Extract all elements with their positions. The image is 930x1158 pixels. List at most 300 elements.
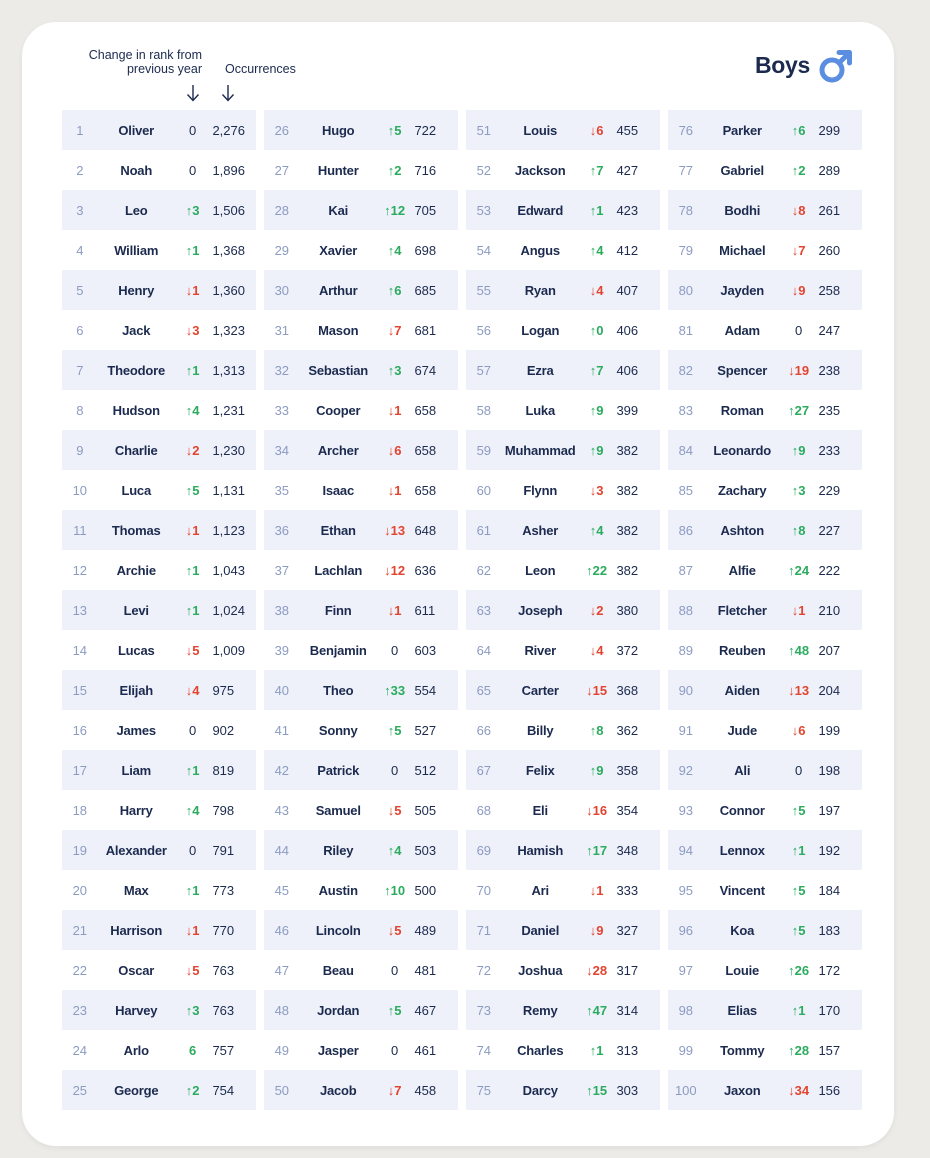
rank-number: 60 [476,482,492,498]
table-row [62,430,256,470]
rank-number: 25 [72,1082,88,1098]
rank-number: 70 [476,882,492,898]
rank-number: 27 [274,162,290,178]
rank-change: ↑3 [791,482,806,498]
table-row [264,910,458,950]
baby-name: Hudson [112,402,160,418]
rank-change: ↓4 [589,642,604,658]
rank-change: ↓1 [185,282,200,298]
rank-number: 98 [678,1002,694,1018]
occurrences-count: 2,276 [212,122,245,138]
rank-number: 85 [678,482,694,498]
table-row [668,870,862,910]
rank-change: ↑5 [387,122,402,138]
table-row [62,110,256,150]
arrow-down-icon [186,84,200,102]
rank-number: 92 [678,762,694,778]
table-row [466,390,660,430]
table-row [668,150,862,190]
table-row [62,550,256,590]
rank-number: 88 [678,602,694,618]
rank-number: 51 [476,122,492,138]
occurrences-count: 380 [616,602,639,618]
rank-number: 55 [476,282,492,298]
baby-name: Leo [124,202,148,218]
baby-name: Reuben [718,642,766,658]
rank-change: ↓6 [791,722,806,738]
occurrences-count: 603 [414,642,437,658]
table-row [466,150,660,190]
table-row [62,670,256,710]
header [22,22,894,112]
rank-change: ↑4 [387,242,402,258]
baby-name: Ryan [524,282,556,298]
baby-name: Noah [120,162,153,178]
rank-change: ↓5 [185,962,200,978]
baby-name: Michael [719,242,766,258]
baby-name: Leonardo [713,442,772,458]
occurrences-count: 333 [616,882,639,898]
occurrences-count: 229 [818,482,841,498]
baby-name: Bodhi [724,202,761,218]
rank-change: ↑5 [185,482,200,498]
rank-number: 17 [72,762,88,778]
rank-change: ↑8 [589,722,604,738]
rank-change: ↓13 [384,522,406,538]
rank-change: ↓15 [586,682,608,698]
table-row [264,870,458,910]
rank-number: 76 [678,122,694,138]
table-row [264,710,458,750]
baby-name: Kai [328,202,349,218]
rank-number: 99 [678,1042,694,1058]
occurrences-count: 427 [616,162,639,178]
occurrences-count: 317 [616,962,639,978]
baby-name: Lennox [719,842,765,858]
occurrences-count: 233 [818,442,841,458]
occurrences-count: 1,896 [212,162,245,178]
rank-number: 80 [678,282,694,298]
occurrences-count: 183 [818,922,841,938]
rank-number: 66 [476,722,492,738]
table-row [668,830,862,870]
rank-number: 26 [274,122,290,138]
occurrences-count: 156 [818,1082,841,1098]
rank-change: ↑7 [589,162,604,178]
rank-change: 0 [795,322,803,338]
table-row [466,750,660,790]
rank-number: 34 [274,442,290,458]
rank-number: 82 [678,362,694,378]
occurrences-count: 348 [616,842,639,858]
rank-change: ↓12 [384,562,406,578]
rank-change: ↑5 [387,1002,402,1018]
rank-number: 78 [678,202,694,218]
rank-number: 84 [678,442,694,458]
baby-name: Hugo [322,122,355,138]
rank-change: ↑1 [791,842,806,858]
rank-number: 75 [476,1082,492,1098]
occurrences-count: 754 [212,1082,235,1098]
table-row [62,710,256,750]
occurrences-count: 763 [212,1002,235,1018]
rank-number: 68 [476,802,492,818]
occurrences-count: 1,323 [212,322,245,338]
table-row [466,110,660,150]
baby-name: Gabriel [720,162,764,178]
baby-name: Arlo [123,1042,149,1058]
occurrences-count: 1,360 [212,282,245,298]
rank-change: ↑6 [791,122,806,138]
rank-number: 11 [73,522,87,538]
table-row [668,550,862,590]
rank-number: 72 [476,962,492,978]
occurrences-count: 975 [212,682,235,698]
rank-number: 77 [678,162,694,178]
occurrences-count: 512 [414,762,437,778]
rank-number: 8 [76,402,84,418]
table-row [264,990,458,1030]
rank-change: ↓2 [589,602,604,618]
rank-change: ↓1 [185,522,200,538]
occurrences-count: 455 [616,122,639,138]
rank-number: 22 [72,962,88,978]
occurrences-count: 819 [212,762,235,778]
rank-change: ↑6 [387,282,402,298]
baby-name: Benjamin [309,642,367,658]
table-row [466,870,660,910]
baby-name: Luca [121,482,151,498]
rank-number: 79 [678,242,694,258]
rank-change: ↓4 [185,682,200,698]
rank-change: ↑1 [589,1042,604,1058]
rank-number: 15 [72,682,88,698]
rank-change: ↑4 [185,802,200,818]
occurrences-count: 648 [414,522,437,538]
baby-name: Liam [121,762,151,778]
occurrences-count: 289 [818,162,841,178]
baby-name: Lucas [117,642,155,658]
rank-change: ↑1 [589,202,604,218]
table-row [62,390,256,430]
rank-change: ↑1 [185,242,200,258]
rank-number: 13 [72,602,88,618]
rank-change: ↑9 [589,442,604,458]
rank-number: 49 [274,1042,290,1058]
rank-number: 86 [678,522,694,538]
occurrences-count: 636 [414,562,437,578]
baby-name: Ezra [526,362,554,378]
table-row [264,950,458,990]
table-row [466,910,660,950]
occurrences-count: 412 [616,242,639,258]
rank-number: 91 [678,722,694,738]
baby-name: Louie [725,962,760,978]
rank-number: 35 [274,482,290,498]
rank-change: ↓5 [387,802,402,818]
table-row [668,230,862,270]
rank-change: ↑2 [185,1082,200,1098]
table-row [62,990,256,1030]
rank-number: 9 [76,442,84,458]
rank-number: 24 [72,1042,88,1058]
table-row [466,1030,660,1070]
baby-name: Charles [517,1042,564,1058]
table-row [264,470,458,510]
occurrences-count: 362 [616,722,639,738]
occurrences-count: 261 [818,202,841,218]
rank-change: ↓5 [185,642,200,658]
rank-number: 33 [274,402,290,418]
occurrences-count: 314 [616,1002,639,1018]
table-row [668,1030,862,1070]
rank-number: 56 [476,322,492,338]
occurrences-count: 406 [616,322,639,338]
baby-name: Samuel [315,802,361,818]
rank-change: ↑1 [185,882,200,898]
rank-change: ↑3 [387,362,402,378]
baby-name: Billy [526,722,554,738]
rank-change: ↓6 [387,442,402,458]
table-row [466,670,660,710]
baby-name: Archer [317,442,359,458]
baby-name: Archie [116,562,156,578]
baby-name: Ashton [720,522,765,538]
rank-number: 93 [678,802,694,818]
rank-change: ↑5 [791,802,806,818]
rank-change: ↑3 [185,202,200,218]
occurrences-count: 260 [818,242,841,258]
rank-number: 61 [476,522,492,538]
baby-name: Max [123,882,149,898]
rank-change: ↓9 [791,282,806,298]
occurrences-count: 716 [414,162,437,178]
occurrences-count: 399 [616,402,639,418]
rank-number: 39 [274,642,290,658]
occurrences-count: 327 [616,922,639,938]
rank-change: ↑28 [788,1042,810,1058]
rank-number: 62 [476,562,492,578]
baby-name: Darcy [522,1082,558,1098]
rank-change: ↑9 [589,762,604,778]
table-row [264,830,458,870]
rank-change: ↑4 [589,242,604,258]
occurrences-count: 247 [818,322,841,338]
rank-change: ↑48 [788,642,810,658]
occurrences-count: 313 [616,1042,639,1058]
rank-number: 42 [274,762,290,778]
table-row [668,790,862,830]
rank-number: 7 [76,362,84,378]
occurrences-count: 722 [414,122,437,138]
table-row [466,990,660,1030]
rank-number: 21 [72,922,88,938]
occurrences-count: 199 [818,722,841,738]
rank-number: 40 [274,682,290,698]
baby-name: Elijah [119,682,153,698]
rank-change: ↑2 [387,162,402,178]
occurrences-count: 382 [616,482,639,498]
rank-number: 97 [678,962,694,978]
occurrences-count: 368 [616,682,639,698]
baby-name: Parker [722,122,762,138]
rank-number: 5 [76,282,84,298]
occurrences-count: 423 [616,202,639,218]
names-column [62,110,256,1110]
rank-number: 87 [678,562,694,578]
occurrences-count: 554 [414,682,437,698]
baby-name: Muhammad [504,442,576,458]
occurrences-count: 358 [616,762,639,778]
baby-name: Jordan [317,1002,360,1018]
table-row [466,510,660,550]
rank-change: ↑7 [589,362,604,378]
occurrences-count: 458 [414,1082,437,1098]
rank-number: 18 [72,802,88,818]
table-row [466,710,660,750]
occurrences-count: 204 [818,682,841,698]
occurrences-count: 406 [616,362,639,378]
occurrences-count: 303 [616,1082,639,1098]
occurrences-count: 658 [414,482,437,498]
table-row [264,750,458,790]
occurrences-count: 198 [818,762,841,778]
baby-name: Edward [517,202,564,218]
occurrences-count: 235 [818,402,841,418]
rank-change: ↑12 [384,202,406,218]
rank-change: ↓3 [589,482,604,498]
rank-change: ↓7 [791,242,806,258]
rank-number: 54 [476,242,492,258]
table-row [62,630,256,670]
rank-change: ↓2 [185,442,200,458]
table-row [62,150,256,190]
rank-change: ↓3 [185,322,200,338]
rank-change: ↑4 [589,522,604,538]
occurrences-count: 299 [818,122,841,138]
baby-name: Hunter [317,162,359,178]
baby-name: Asher [522,522,559,538]
names-column [668,110,862,1110]
rank-number: 2 [76,162,84,178]
table-row [264,590,458,630]
baby-name: Jack [122,322,151,338]
baby-name: Adam [724,322,760,338]
rank-change: ↑47 [586,1002,608,1018]
rank-number: 1 [76,122,84,138]
rank-change: 0 [391,962,399,978]
baby-name: Harvey [115,1002,158,1018]
occurrences-count: 372 [616,642,639,658]
table-row [668,270,862,310]
table-row [62,350,256,390]
table-row [62,590,256,630]
occurrences-count: 222 [818,562,841,578]
occurrences-count: 467 [414,1002,437,1018]
rank-change: ↓4 [589,282,604,298]
table-row [62,870,256,910]
names-table [62,110,862,1110]
table-row [466,310,660,350]
table-row [264,230,458,270]
occurrences-count: 227 [818,522,841,538]
occurrences-count: 773 [212,882,235,898]
rank-number: 45 [274,882,290,898]
rank-number: 3 [76,202,84,218]
baby-name: River [524,642,556,658]
rank-change: ↑5 [791,882,806,898]
names-column [466,110,660,1110]
baby-name: Theo [323,682,354,698]
table-row [668,430,862,470]
male-symbol-icon [818,48,854,84]
baby-name: Fletcher [717,602,767,618]
rank-number: 95 [678,882,694,898]
baby-name: Ari [531,882,549,898]
baby-name: Austin [318,882,358,898]
occurrences-count: 1,231 [212,402,245,418]
rank-number: 36 [274,522,290,538]
baby-name: Thomas [111,522,161,538]
rank-change: ↓19 [788,362,810,378]
rank-number: 59 [476,442,492,458]
baby-name: Louis [523,122,558,138]
occurrences-count: 674 [414,362,437,378]
table-row [62,270,256,310]
table-row [466,350,660,390]
occurrences-count: 681 [414,322,437,338]
rank-number: 89 [678,642,694,658]
rank-number: 20 [72,882,88,898]
occurrences-count: 500 [414,882,437,898]
rank-change: ↑1 [185,602,200,618]
occurrences-count: 238 [818,362,841,378]
table-row [466,950,660,990]
table-row [668,510,862,550]
table-row [668,710,862,750]
rank-number: 19 [72,842,88,858]
rank-number: 53 [476,202,492,218]
rank-change: ↑5 [387,722,402,738]
names-column [264,110,458,1110]
rank-number: 30 [274,282,290,298]
baby-name: Charlie [114,442,158,458]
occurrences-count: 1,313 [212,362,245,378]
occurrences-count: 705 [414,202,437,218]
occurrences-count: 1,230 [212,442,245,458]
rank-change: ↓1 [387,602,402,618]
table-row [668,670,862,710]
rank-number: 12 [72,562,88,578]
table-row [668,110,862,150]
table-row [62,510,256,550]
rank-number: 29 [274,242,290,258]
rank-change: ↑2 [791,162,806,178]
baby-name: Harry [119,802,153,818]
rank-number: 67 [476,762,492,778]
table-row [62,950,256,990]
table-row [466,270,660,310]
table-row [62,230,256,270]
baby-name: Tommy [720,1042,765,1058]
rank-number: 38 [274,602,290,618]
baby-name: Luka [525,402,555,418]
rank-change: ↓1 [589,882,604,898]
rank-number: 46 [274,922,290,938]
baby-name: Remy [522,1002,558,1018]
baby-name: Oscar [118,962,155,978]
table-row [668,990,862,1030]
